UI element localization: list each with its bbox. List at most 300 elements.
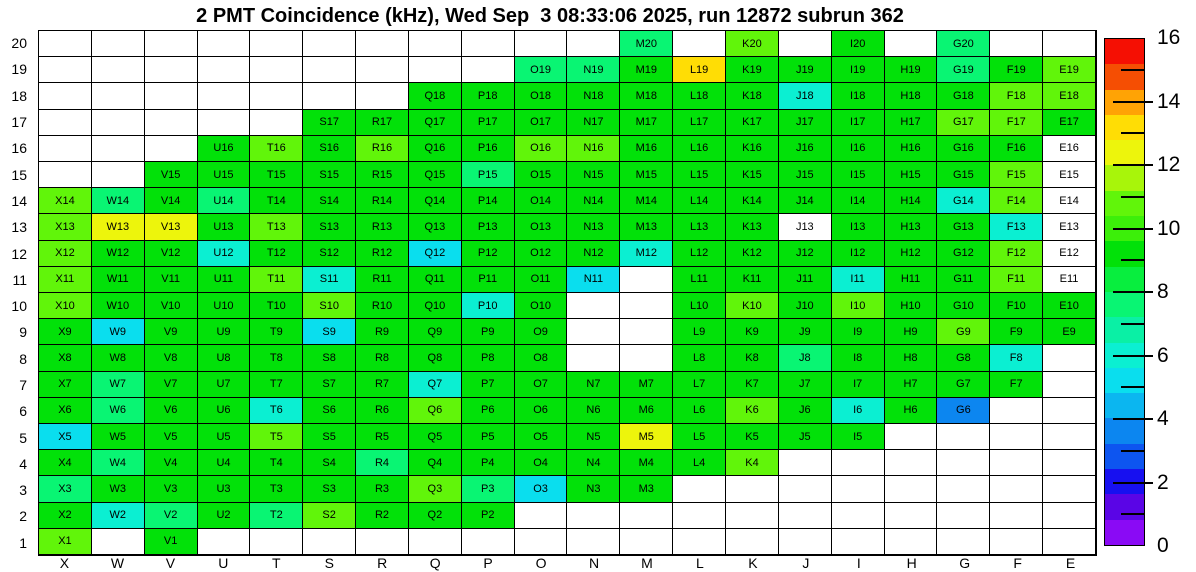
heatmap-cell-empty — [303, 529, 356, 555]
colorbar-minor-tick — [1121, 132, 1145, 134]
colorbar-band — [1105, 368, 1144, 393]
colorbar-tick-label-8: 8 — [1157, 280, 1169, 303]
heatmap-cell-L12: L12 — [673, 241, 726, 267]
heatmap-cell-empty — [620, 503, 673, 529]
heatmap-cell-empty — [885, 450, 938, 476]
heatmap-cell-N19: N19 — [567, 57, 620, 83]
heatmap-cell-empty — [567, 31, 620, 57]
heatmap-cell-empty — [937, 529, 990, 555]
heatmap-cell-empty — [462, 57, 515, 83]
heatmap-cell-O7: O7 — [515, 372, 568, 398]
row-label-9: 9 — [19, 324, 27, 341]
heatmap-cell-T13: T13 — [250, 214, 303, 240]
heatmap-cell-empty — [779, 529, 832, 555]
col-label-K: K — [748, 555, 758, 571]
heatmap-cell-X1: X1 — [39, 529, 92, 555]
heatmap-cell-empty — [885, 424, 938, 450]
heatmap-cell-U12: U12 — [198, 241, 251, 267]
heatmap-cell-K11: K11 — [726, 267, 779, 293]
heatmap-cell-empty — [567, 293, 620, 319]
heatmap-cell-O8: O8 — [515, 345, 568, 371]
heatmap-cell-N16: N16 — [567, 136, 620, 162]
heatmap-cell-V9: V9 — [145, 319, 198, 345]
heatmap-cell-L10: L10 — [673, 293, 726, 319]
heatmap-cell-H9: H9 — [885, 319, 938, 345]
heatmap-cell-P12: P12 — [462, 241, 515, 267]
colorbar-minor-tick — [1121, 450, 1145, 452]
heatmap-cell-empty — [1043, 345, 1096, 371]
heatmap-cell-O18: O18 — [515, 83, 568, 109]
heatmap-cell-J16: J16 — [779, 136, 832, 162]
heatmap-cell-O9: O9 — [515, 319, 568, 345]
col-label-V: V — [165, 555, 176, 571]
colorbar-tick-label-0: 0 — [1157, 534, 1169, 557]
heatmap-cell-empty — [198, 529, 251, 555]
colorbar-tick-label-10: 10 — [1157, 216, 1181, 240]
heatmap-cell-U13: U13 — [198, 214, 251, 240]
heatmap-cell-L18: L18 — [673, 83, 726, 109]
heatmap-cell-empty — [620, 529, 673, 555]
heatmap-cell-H16: H16 — [885, 136, 938, 162]
heatmap-cell-E14: E14 — [1043, 188, 1096, 214]
heatmap-cell-empty — [990, 476, 1043, 502]
heatmap-cell-empty — [409, 529, 462, 555]
heatmap-cell-X11: X11 — [39, 267, 92, 293]
heatmap-cell-X4: X4 — [39, 450, 92, 476]
heatmap-cell-G14: G14 — [937, 188, 990, 214]
col-label-G: G — [959, 555, 971, 571]
heatmap-cell-X7: X7 — [39, 372, 92, 398]
heatmap-cell-S11: S11 — [303, 267, 356, 293]
heatmap-cell-I16: I16 — [832, 136, 885, 162]
heatmap-cell-I7: I7 — [832, 372, 885, 398]
heatmap-cell-S7: S7 — [303, 372, 356, 398]
heatmap-cell-empty — [356, 57, 409, 83]
heatmap-cell-J7: J7 — [779, 372, 832, 398]
colorbar-minor-tick — [1121, 386, 1145, 388]
colorbar-band — [1105, 191, 1144, 216]
col-label-H: H — [906, 555, 917, 571]
heatmap-cell-V3: V3 — [145, 476, 198, 502]
col-label-N: N — [588, 555, 600, 571]
heatmap-cell-V1: V1 — [145, 529, 198, 555]
heatmap-cell-L4: L4 — [673, 450, 726, 476]
heatmap-cell-O14: O14 — [515, 188, 568, 214]
heatmap-cell-O4: O4 — [515, 450, 568, 476]
colorbar-band — [1105, 520, 1144, 545]
chart-title: 2 PMT Coincidence (kHz), Wed Sep 3 08:33:06 2025, run 12872 subrun 362 — [196, 5, 904, 27]
heatmap-cell-X3: X3 — [39, 476, 92, 502]
heatmap-cell-P14: P14 — [462, 188, 515, 214]
heatmap-cell-E17: E17 — [1043, 110, 1096, 136]
heatmap-cell-N15: N15 — [567, 162, 620, 188]
colorbar-tick-label-16: 16 — [1157, 26, 1181, 49]
heatmap-cell-empty — [1043, 398, 1096, 424]
heatmap-cell-I5: I5 — [832, 424, 885, 450]
heatmap-cell-W5: W5 — [92, 424, 145, 450]
heatmap-cell-F9: F9 — [990, 319, 1043, 345]
heatmap-cell-empty — [937, 424, 990, 450]
heatmap-cell-X10: X10 — [39, 293, 92, 319]
heatmap-cell-V15: V15 — [145, 162, 198, 188]
heatmap-cell-M15: M15 — [620, 162, 673, 188]
heatmap-cell-F15: F15 — [990, 162, 1043, 188]
colorbar-band — [1105, 165, 1144, 190]
colorbar-tick-label-6: 6 — [1157, 343, 1169, 367]
heatmap-cell-G6: G6 — [937, 398, 990, 424]
heatmap-cell-I20: I20 — [832, 31, 885, 57]
row-label-7: 7 — [19, 377, 27, 393]
heatmap-cell-L5: L5 — [673, 424, 726, 450]
y-axis-labels — [0, 30, 34, 556]
heatmap-cell-P18: P18 — [462, 83, 515, 109]
heatmap-cell-Q8: Q8 — [409, 345, 462, 371]
heatmap-cell-E18: E18 — [1043, 83, 1096, 109]
heatmap-cell-L19: L19 — [673, 57, 726, 83]
heatmap-cell-K15: K15 — [726, 162, 779, 188]
heatmap-cell-P2: P2 — [462, 503, 515, 529]
heatmap-cell-empty — [726, 529, 779, 555]
heatmap-cell-V7: V7 — [145, 372, 198, 398]
col-label-E: E — [1065, 555, 1076, 571]
heatmap-cell-X14: X14 — [39, 188, 92, 214]
heatmap-cell-J15: J15 — [779, 162, 832, 188]
heatmap-cell-empty — [92, 136, 145, 162]
heatmap-cell-V13: V13 — [145, 214, 198, 240]
heatmap-cell-empty — [145, 57, 198, 83]
heatmap-cell-J8: J8 — [779, 345, 832, 371]
heatmap-cell-H17: H17 — [885, 110, 938, 136]
heatmap-cell-H6: H6 — [885, 398, 938, 424]
heatmap-cell-R5: R5 — [356, 424, 409, 450]
heatmap-cell-empty — [567, 345, 620, 371]
heatmap-cell-W13: W13 — [92, 214, 145, 240]
heatmap-cell-P13: P13 — [462, 214, 515, 240]
heatmap-cell-K4: K4 — [726, 450, 779, 476]
colorbar-band — [1105, 292, 1144, 317]
heatmap-cell-K16: K16 — [726, 136, 779, 162]
heatmap-cell-W14: W14 — [92, 188, 145, 214]
heatmap-cell-empty — [673, 31, 726, 57]
heatmap-cell-empty — [356, 529, 409, 555]
heatmap-cell-O6: O6 — [515, 398, 568, 424]
col-label-T: T — [272, 555, 281, 571]
row-label-8: 8 — [19, 350, 27, 367]
heatmap-cell-S12: S12 — [303, 241, 356, 267]
heatmap-cell-V5: V5 — [145, 424, 198, 450]
col-label-F: F — [1013, 555, 1022, 571]
colorbar-tick-label-4: 4 — [1157, 407, 1169, 430]
heatmap-cell-X12: X12 — [39, 241, 92, 267]
heatmap-cell-U5: U5 — [198, 424, 251, 450]
heatmap-cell-J18: J18 — [779, 83, 832, 109]
heatmap-cell-F17: F17 — [990, 110, 1043, 136]
heatmap-cell-empty — [832, 503, 885, 529]
colorbar-tick-label-2: 2 — [1157, 470, 1169, 494]
heatmap-cell-empty — [303, 83, 356, 109]
heatmap-cell-P3: P3 — [462, 476, 515, 502]
heatmap-cell-W7: W7 — [92, 372, 145, 398]
heatmap-cell-F11: F11 — [990, 267, 1043, 293]
heatmap-cell-Q3: Q3 — [409, 476, 462, 502]
heatmap-cell-empty — [567, 319, 620, 345]
heatmap-cell-U16: U16 — [198, 136, 251, 162]
heatmap-cell-R14: R14 — [356, 188, 409, 214]
heatmap-cell-empty — [39, 162, 92, 188]
heatmap-cell-H15: H15 — [885, 162, 938, 188]
row-label-1: 1 — [19, 534, 27, 551]
heatmap-cell-V4: V4 — [145, 450, 198, 476]
heatmap-cell-empty — [990, 529, 1043, 555]
heatmap-cell-U9: U9 — [198, 319, 251, 345]
heatmap-cell-F18: F18 — [990, 83, 1043, 109]
heatmap-cell-K8: K8 — [726, 345, 779, 371]
heatmap-cell-H14: H14 — [885, 188, 938, 214]
heatmap-cell-W2: W2 — [92, 503, 145, 529]
heatmap-cell-E11: E11 — [1043, 267, 1096, 293]
heatmap-cell-T4: T4 — [250, 450, 303, 476]
heatmap-cell-N5: N5 — [567, 424, 620, 450]
heatmap-cell-empty — [567, 503, 620, 529]
heatmap-cell-K5: K5 — [726, 424, 779, 450]
heatmap-cell-U15: U15 — [198, 162, 251, 188]
row-label-3: 3 — [19, 482, 27, 499]
heatmap-cell-S2: S2 — [303, 503, 356, 529]
heatmap-cell-empty — [198, 83, 251, 109]
heatmap-cell-empty — [885, 529, 938, 555]
heatmap-cell-empty — [1043, 372, 1096, 398]
heatmap-cell-V12: V12 — [145, 241, 198, 267]
heatmap-cell-empty — [1043, 529, 1096, 555]
col-label-I: I — [856, 555, 861, 571]
heatmap-cell-L17: L17 — [673, 110, 726, 136]
heatmap-cell-F8: F8 — [990, 345, 1043, 371]
heatmap-cell-R15: R15 — [356, 162, 409, 188]
heatmap-cell-J9: J9 — [779, 319, 832, 345]
heatmap-cell-K6: K6 — [726, 398, 779, 424]
heatmap-cell-empty — [92, 57, 145, 83]
heatmap-cell-J5: J5 — [779, 424, 832, 450]
heatmap-cell-S6: S6 — [303, 398, 356, 424]
row-label-16: 16 — [11, 140, 27, 157]
heatmap-cell-H8: H8 — [885, 345, 938, 371]
heatmap-cell-H19: H19 — [885, 57, 938, 83]
heatmap-cell-J17: J17 — [779, 110, 832, 136]
heatmap-cell-N18: N18 — [567, 83, 620, 109]
heatmap-cell-W4: W4 — [92, 450, 145, 476]
colorbar-band — [1105, 317, 1144, 342]
heatmap-cell-Q17: Q17 — [409, 110, 462, 136]
heatmap-cell-empty — [1043, 424, 1096, 450]
heatmap-cell-I13: I13 — [832, 214, 885, 240]
heatmap-cell-T16: T16 — [250, 136, 303, 162]
heatmap-cell-V8: V8 — [145, 345, 198, 371]
heatmap-cell-G12: G12 — [937, 241, 990, 267]
heatmap-cell-R7: R7 — [356, 372, 409, 398]
heatmap-cell-J13: J13 — [779, 214, 832, 240]
row-label-20: 20 — [11, 35, 27, 52]
heatmap-cell-Q4: Q4 — [409, 450, 462, 476]
heatmap-cell-U8: U8 — [198, 345, 251, 371]
heatmap-cell-O3: O3 — [515, 476, 568, 502]
heatmap-cell-Q12: Q12 — [409, 241, 462, 267]
heatmap-cell-E16: E16 — [1043, 136, 1096, 162]
heatmap-cell-empty — [250, 31, 303, 57]
heatmap-cell-M3: M3 — [620, 476, 673, 502]
heatmap-cell-K18: K18 — [726, 83, 779, 109]
heatmap-cell-G10: G10 — [937, 293, 990, 319]
col-label-P: P — [483, 555, 493, 571]
heatmap-cell-empty — [462, 31, 515, 57]
heatmap-cell-S13: S13 — [303, 214, 356, 240]
col-label-O: O — [535, 555, 547, 571]
heatmap-cell-F7: F7 — [990, 372, 1043, 398]
heatmap-cell-N14: N14 — [567, 188, 620, 214]
heatmap-cell-S17: S17 — [303, 110, 356, 136]
colorbar-major-tick — [1113, 355, 1153, 357]
heatmap-cell-L7: L7 — [673, 372, 726, 398]
heatmap-cell-H12: H12 — [885, 241, 938, 267]
heatmap-cell-empty — [885, 31, 938, 57]
heatmap-cell-Q14: Q14 — [409, 188, 462, 214]
heatmap-cell-S5: S5 — [303, 424, 356, 450]
heatmap-cell-empty — [620, 267, 673, 293]
colorbar-band — [1105, 241, 1144, 266]
heatmap-cell-W3: W3 — [92, 476, 145, 502]
heatmap-cell-G18: G18 — [937, 83, 990, 109]
heatmap-cell-empty — [250, 83, 303, 109]
heatmap-cell-R4: R4 — [356, 450, 409, 476]
heatmap-cell-F14: F14 — [990, 188, 1043, 214]
colorbar-band — [1105, 115, 1144, 140]
row-label-14: 14 — [11, 192, 27, 209]
heatmap-cell-empty — [515, 529, 568, 555]
heatmap-cell-empty — [409, 57, 462, 83]
heatmap-cell-empty — [409, 31, 462, 57]
heatmap-cell-Q18: Q18 — [409, 83, 462, 109]
heatmap-cell-N4: N4 — [567, 450, 620, 476]
heatmap-cell-W12: W12 — [92, 241, 145, 267]
heatmap-cell-S3: S3 — [303, 476, 356, 502]
col-label-Q: Q — [429, 555, 441, 571]
heatmap-cell-X13: X13 — [39, 214, 92, 240]
heatmap-cell-K20: K20 — [726, 31, 779, 57]
heatmap-grid — [38, 30, 1097, 556]
heatmap-cell-F16: F16 — [990, 136, 1043, 162]
heatmap-cell-M19: M19 — [620, 57, 673, 83]
row-label-2: 2 — [19, 508, 27, 525]
heatmap-cell-G19: G19 — [937, 57, 990, 83]
heatmap-cell-empty — [620, 293, 673, 319]
heatmap-cell-M5: M5 — [620, 424, 673, 450]
heatmap-cell-M16: M16 — [620, 136, 673, 162]
heatmap-cell-empty — [198, 31, 251, 57]
heatmap-cell-T10: T10 — [250, 293, 303, 319]
heatmap-cell-K10: K10 — [726, 293, 779, 319]
heatmap-cell-X8: X8 — [39, 345, 92, 371]
heatmap-cell-empty — [515, 31, 568, 57]
colorbar-tick-label-14: 14 — [1157, 89, 1181, 113]
heatmap-cell-L11: L11 — [673, 267, 726, 293]
heatmap-cell-empty — [250, 110, 303, 136]
heatmap-cell-empty — [250, 529, 303, 555]
heatmap-cell-Q2: Q2 — [409, 503, 462, 529]
heatmap-cell-S9: S9 — [303, 319, 356, 345]
heatmap-cell-J6: J6 — [779, 398, 832, 424]
heatmap-cell-F13: F13 — [990, 214, 1043, 240]
colorbar-minor-tick — [1121, 323, 1145, 325]
heatmap-cell-L15: L15 — [673, 162, 726, 188]
heatmap-cell-empty — [832, 450, 885, 476]
heatmap-cell-M18: M18 — [620, 83, 673, 109]
heatmap-cell-U10: U10 — [198, 293, 251, 319]
heatmap-cell-N7: N7 — [567, 372, 620, 398]
heatmap-cell-empty — [726, 503, 779, 529]
heatmap-cell-J12: J12 — [779, 241, 832, 267]
heatmap-cell-O19: O19 — [515, 57, 568, 83]
heatmap-cell-R9: R9 — [356, 319, 409, 345]
col-label-W: W — [110, 555, 125, 571]
col-label-M: M — [641, 555, 653, 571]
heatmap-cell-W11: W11 — [92, 267, 145, 293]
heatmap-cell-G11: G11 — [937, 267, 990, 293]
heatmap-cell-L9: L9 — [673, 319, 726, 345]
heatmap-cell-O17: O17 — [515, 110, 568, 136]
heatmap-cell-X2: X2 — [39, 503, 92, 529]
heatmap-cell-R8: R8 — [356, 345, 409, 371]
heatmap-cell-T7: T7 — [250, 372, 303, 398]
heatmap-cell-empty — [673, 476, 726, 502]
heatmap-cell-Q5: Q5 — [409, 424, 462, 450]
heatmap-cell-K9: K9 — [726, 319, 779, 345]
heatmap-cell-X6: X6 — [39, 398, 92, 424]
row-label-17: 17 — [11, 114, 27, 131]
heatmap-cell-R17: R17 — [356, 110, 409, 136]
heatmap-cell-T6: T6 — [250, 398, 303, 424]
heatmap-cell-Q11: Q11 — [409, 267, 462, 293]
heatmap-cell-Q15: Q15 — [409, 162, 462, 188]
heatmap-cell-M4: M4 — [620, 450, 673, 476]
heatmap-cell-empty — [726, 476, 779, 502]
row-label-6: 6 — [19, 403, 27, 420]
heatmap-cell-empty — [990, 398, 1043, 424]
colorbar-band — [1105, 140, 1144, 165]
row-label-11: 11 — [12, 271, 27, 288]
heatmap-cell-N3: N3 — [567, 476, 620, 502]
heatmap-cell-W10: W10 — [92, 293, 145, 319]
heatmap-cell-O10: O10 — [515, 293, 568, 319]
heatmap-cell-P7: P7 — [462, 372, 515, 398]
heatmap-cell-H11: H11 — [885, 267, 938, 293]
heatmap-cell-empty — [937, 450, 990, 476]
heatmap-cell-V11: V11 — [145, 267, 198, 293]
heatmap-cell-R12: R12 — [356, 241, 409, 267]
heatmap-cell-O11: O11 — [515, 267, 568, 293]
heatmap-cell-empty — [356, 31, 409, 57]
heatmap-cell-empty — [145, 110, 198, 136]
colorbar-major-tick — [1113, 228, 1153, 230]
heatmap-cell-empty — [832, 529, 885, 555]
heatmap-cell-empty — [620, 345, 673, 371]
heatmap-cell-M12: M12 — [620, 241, 673, 267]
heatmap-cell-T15: T15 — [250, 162, 303, 188]
heatmap-cell-empty — [39, 57, 92, 83]
colorbar-major-tick — [1113, 164, 1153, 166]
heatmap-cell-R3: R3 — [356, 476, 409, 502]
heatmap-cell-T2: T2 — [250, 503, 303, 529]
heatmap-cell-P8: P8 — [462, 345, 515, 371]
heatmap-cell-E13: E13 — [1043, 214, 1096, 240]
